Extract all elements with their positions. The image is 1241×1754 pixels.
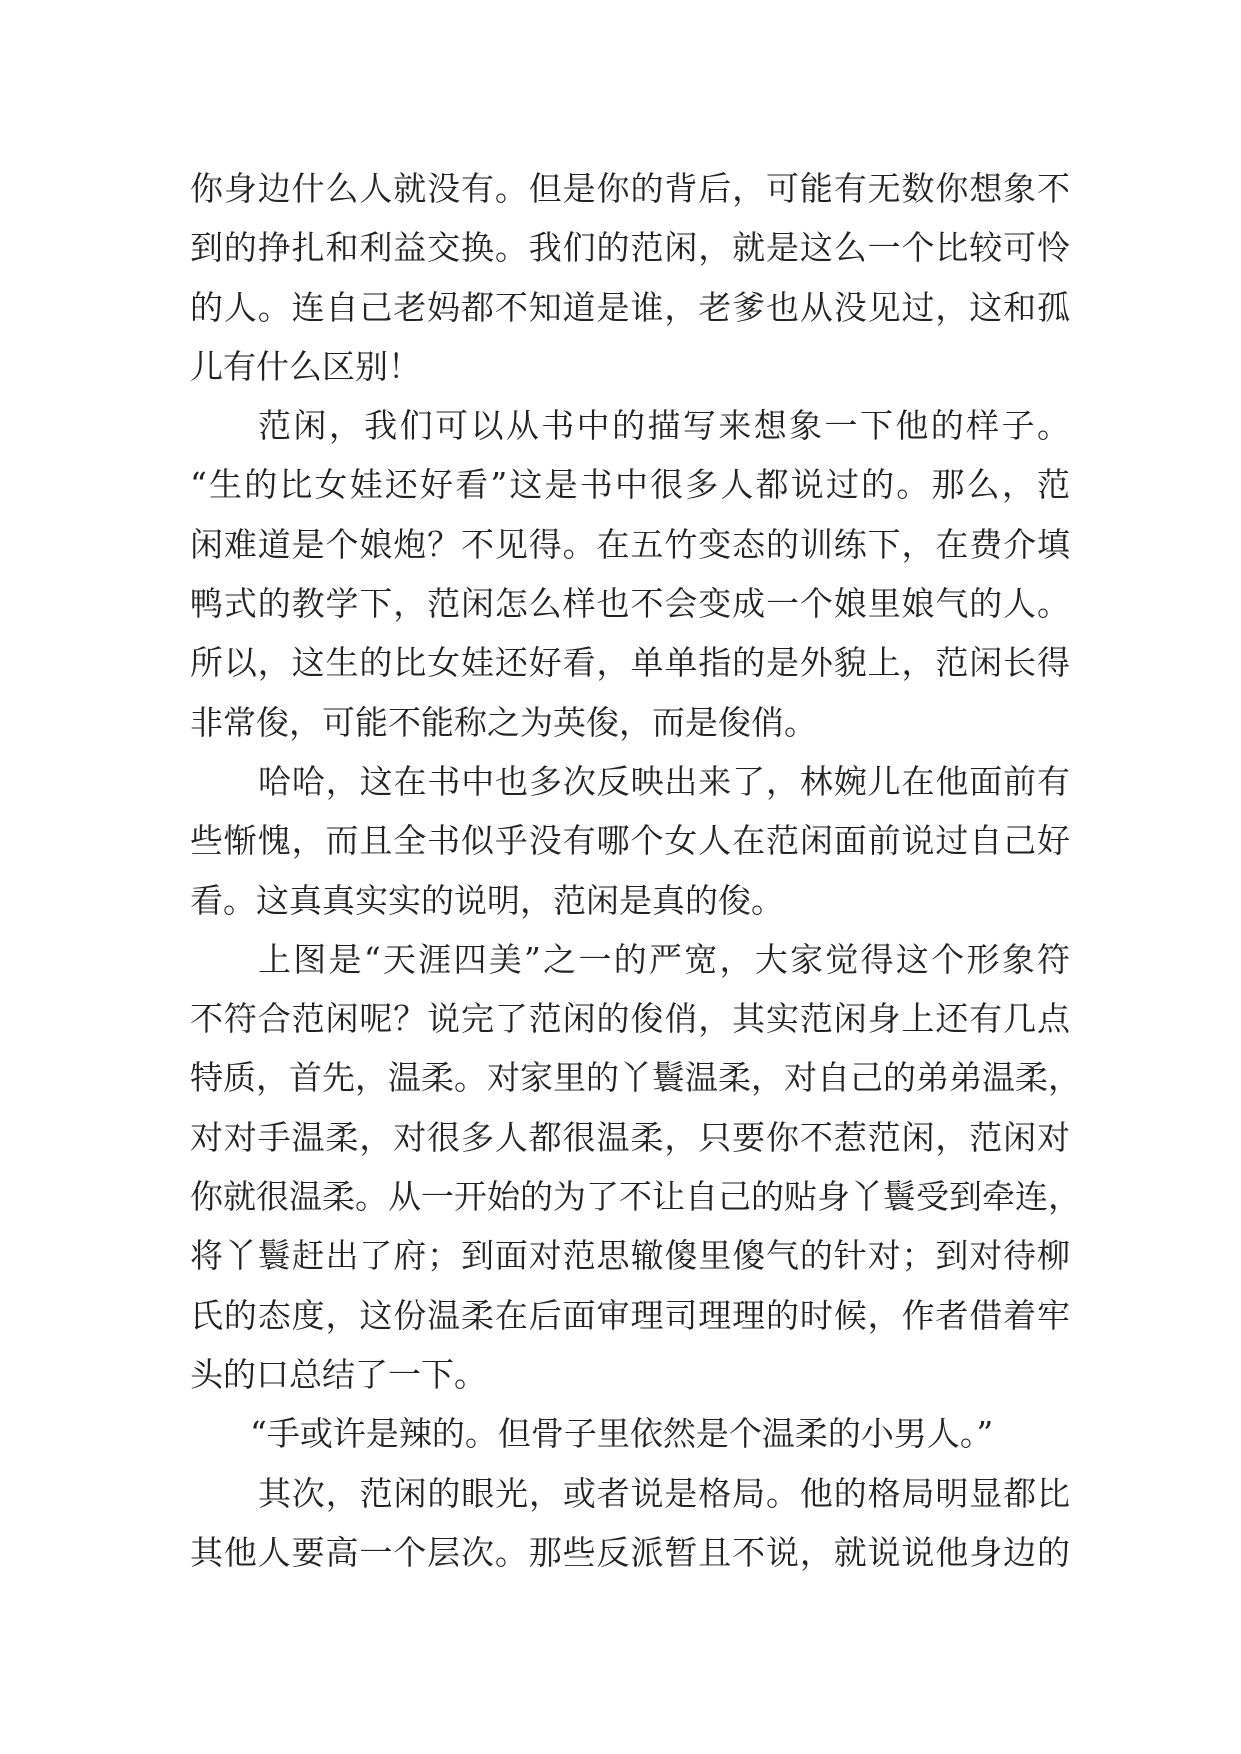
text-line: 些惭愧，而且全书似乎没有哪个女人在范闲面前说过自己好 bbox=[190, 821, 1070, 861]
text-line: 的人。连自己老妈都不知道是谁，老爹也从没见过，这和孤 bbox=[190, 287, 1070, 327]
text-line: 将丫鬟赶出了府；到面对范思辙傻里傻气的针对；到对待柳 bbox=[190, 1236, 1070, 1276]
text-line: 其次，范闲的眼光，或者说是格局。他的格局明显都比 bbox=[258, 1473, 1070, 1513]
text-line: 氏的态度，这份温柔在后面审理司理理的时候，作者借着牢 bbox=[190, 1295, 1070, 1335]
text-line: “生的比女娃还好看”这是书中很多人都说过的。那么，范 bbox=[190, 465, 1070, 505]
text-line: 不符合范闲呢？说完了范闲的俊俏，其实范闲身上还有几点 bbox=[190, 999, 1070, 1039]
article-body bbox=[190, 159, 1081, 1582]
text-line: 头的口总结了一下。 bbox=[190, 1354, 487, 1394]
text-line: 特质，首先，温柔。对家里的丫鬟温柔，对自己的弟弟温柔， bbox=[190, 1058, 1081, 1098]
text-line: 非常俊，可能不能称之为英俊，而是俊俏。 bbox=[190, 702, 817, 742]
text-line: 对对手温柔，对很多人都很温柔，只要你不惹范闲，范闲对 bbox=[190, 1117, 1070, 1157]
text-line: 儿有什么区别！ bbox=[190, 346, 421, 386]
text-line: 看。这真真实实的说明，范闲是真的俊。 bbox=[190, 880, 784, 920]
text-line: 范闲，我们可以从书中的描写来想象一下他的样子。 bbox=[258, 406, 1070, 446]
text-line: 哈哈，这在书中也多次反映出来了，林婉儿在他面前有 bbox=[258, 761, 1070, 801]
text-line: 到的挣扎和利益交换。我们的范闲，就是这么一个比较可怜 bbox=[190, 228, 1070, 268]
text-line: 闲难道是个娘炮？不见得。在五竹变态的训练下，在费介填 bbox=[190, 524, 1070, 564]
text-line: 其他人要高一个层次。那些反派暂且不说，就说说他身边的 bbox=[190, 1532, 1070, 1572]
text-line: 所以，这生的比女娃还好看，单单指的是外貌上，范闲长得 bbox=[190, 643, 1070, 683]
text-line: 上图是“天涯四美”之一的严宽，大家觉得这个形象符 bbox=[258, 939, 1070, 979]
text-line: 你就很温柔。从一开始的为了不让自己的贴身丫鬟受到牵连， bbox=[190, 1177, 1081, 1217]
text-line: 鸭式的教学下，范闲怎么样也不会变成一个娘里娘气的人。 bbox=[190, 584, 1070, 624]
text-line: 你身边什么人就没有。但是你的背后，可能有无数你想象不 bbox=[190, 169, 1070, 208]
quote-line: “手或许是辣的。但骨子里依然是个温柔的小男人。” bbox=[250, 1414, 994, 1454]
